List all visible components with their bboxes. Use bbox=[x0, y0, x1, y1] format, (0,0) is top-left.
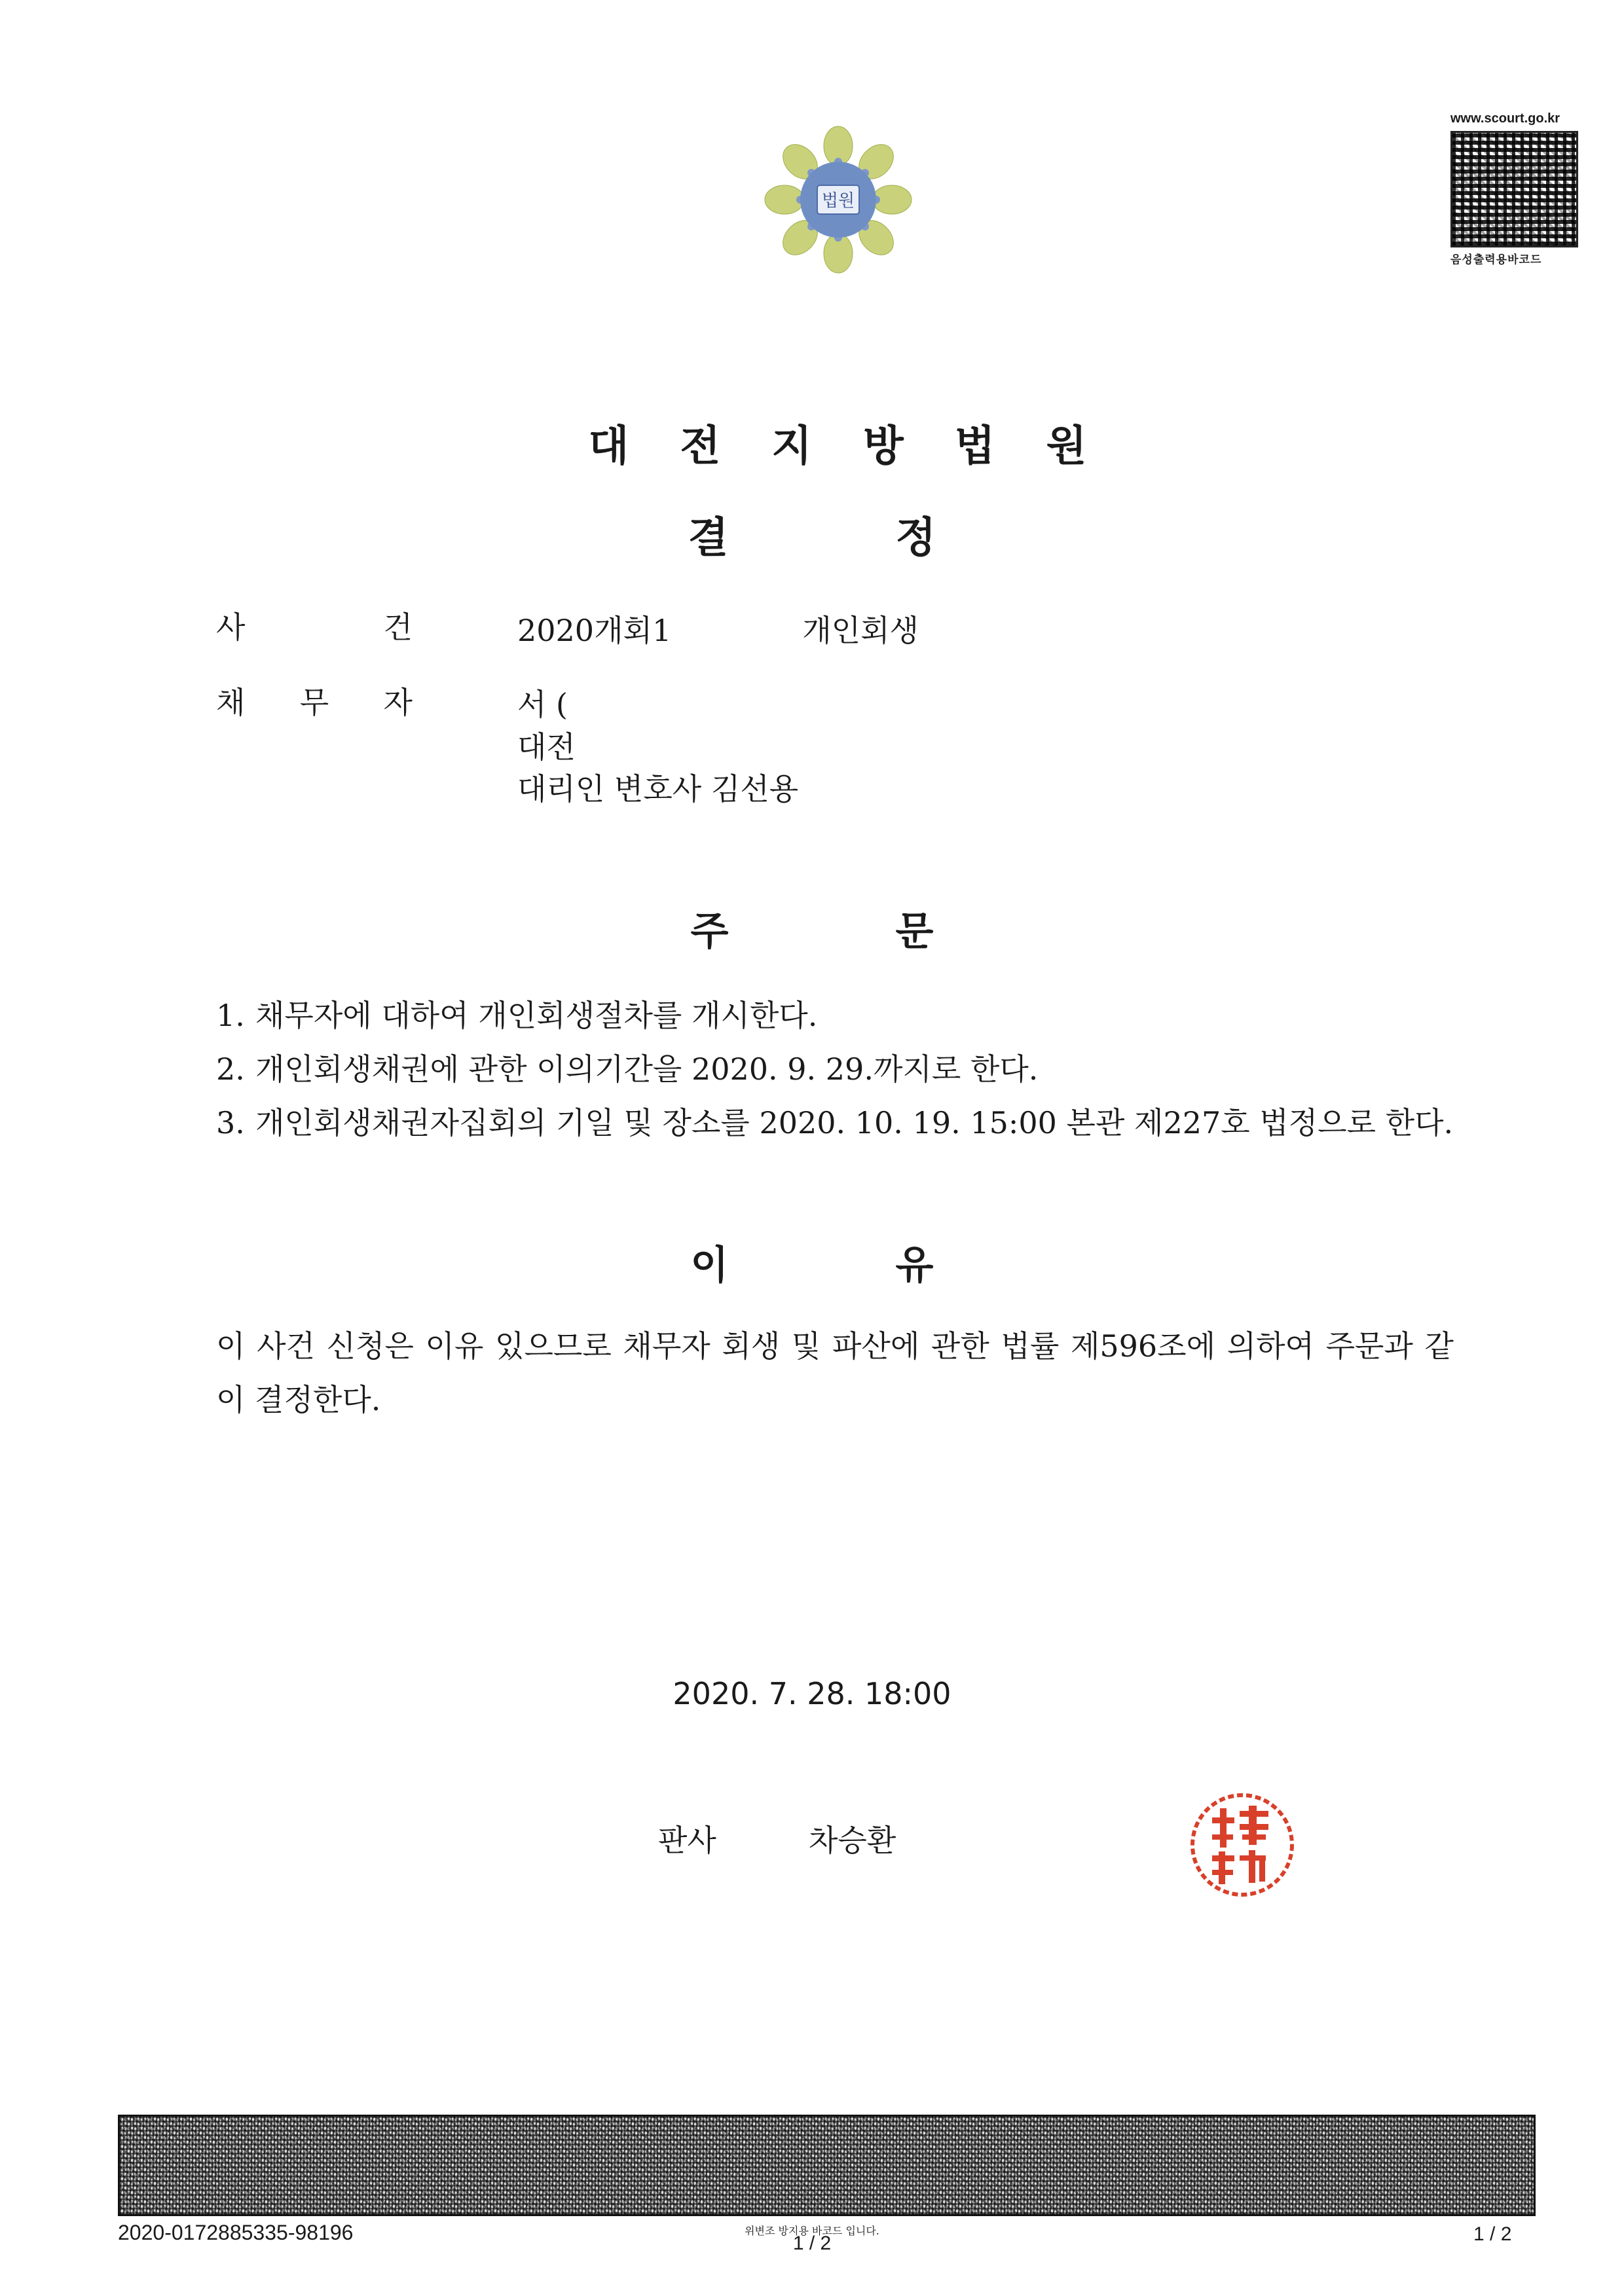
page-number-right: 1 / 2 bbox=[1473, 2223, 1512, 2245]
case-number bbox=[517, 609, 919, 652]
qr-code bbox=[1450, 131, 1578, 247]
decision-date: 2020. 7. 28. 18:00 bbox=[673, 1676, 951, 1711]
debtor-attorney: 대리인 변호사 김선용 bbox=[517, 771, 799, 807]
reason-heading: 이 유 bbox=[690, 1243, 934, 1288]
decision-title-a: 결 bbox=[688, 514, 729, 562]
judge-title: 판사 bbox=[658, 1823, 716, 1858]
document-number: 2020-0172885335-98196 bbox=[118, 2221, 354, 2244]
decision-title-b: 정 bbox=[895, 514, 936, 562]
order-item: 2. 개인회생채권에 관한 이의기간을 2020. 9. 29.까지로 한다. bbox=[216, 1051, 1039, 1087]
order-item: 1. 채무자에 대하여 개인회생절차를 개시한다. bbox=[216, 998, 818, 1033]
page-number-center: 1 / 2 bbox=[792, 2232, 832, 2254]
court-emblem-logo bbox=[760, 121, 917, 278]
emblem-text: 법원 bbox=[821, 191, 855, 211]
order-item: 3. 개인회생채권자집회의 기일 및 장소를 2020. 10. 19. 15:00 본관 제227호 법정으로 한다. bbox=[216, 1105, 1454, 1140]
case-label: 사 건 bbox=[216, 610, 413, 645]
qr-caption: 음성출력용바코드 bbox=[1450, 253, 1542, 266]
judge-name: 차승환 bbox=[809, 1823, 896, 1858]
security-barcode bbox=[118, 2115, 1536, 2216]
order-list bbox=[216, 989, 1454, 1150]
barcode-note: 위변조 방지용 바코드 입니다. bbox=[745, 2225, 879, 2237]
court-name-title: 대전지방법원 bbox=[588, 422, 1138, 471]
debtor-label: 채 무 자 bbox=[216, 685, 413, 720]
qr-url: www.scourt.go.kr bbox=[1450, 111, 1560, 126]
decision-title bbox=[0, 504, 1624, 564]
judge-seal-stamp bbox=[1189, 1787, 1297, 1902]
case-number-text: 2020개회1 bbox=[517, 613, 672, 648]
reason-text: 이 사건 신청은 이유 있으므로 채무자 회생 및 파산에 관한 법률 제596조에 의하여 주문과 같이 결정한다. bbox=[216, 1328, 1454, 1417]
debtor-name: 서 ( bbox=[517, 687, 568, 722]
debtor-address: 대전 bbox=[517, 729, 576, 765]
order-heading: 주 문 bbox=[690, 909, 934, 955]
case-type-text: 개인회생 bbox=[802, 613, 919, 648]
